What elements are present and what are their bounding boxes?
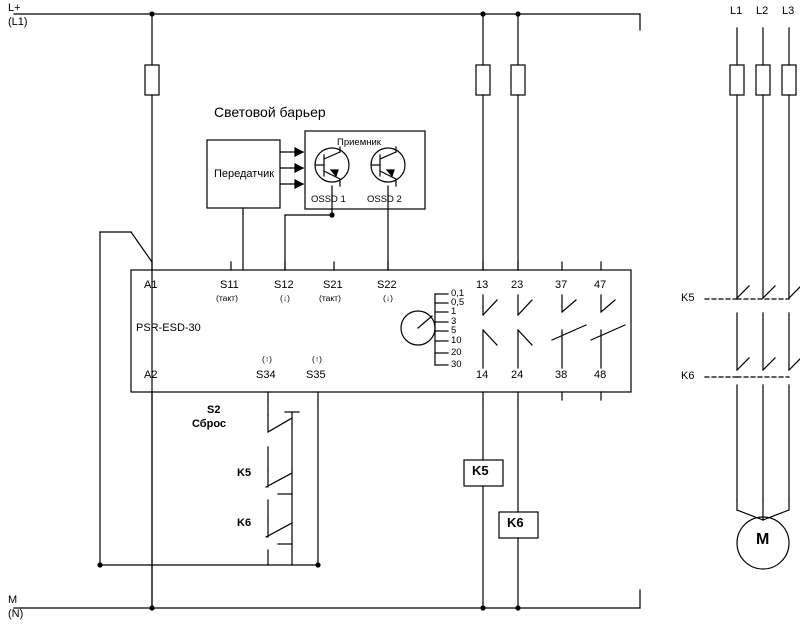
supply-bottom-label-1: M (8, 594, 18, 606)
contact-k6-label: K6 (681, 370, 695, 382)
reset-contact-k6-label: K6 (237, 517, 252, 529)
supply-top-label-2: (L1) (8, 16, 28, 28)
terminal-s34: S34 (256, 369, 276, 381)
terminal-s34-sub: (↑) (262, 354, 272, 364)
supply-bottom-label-2: (N) (8, 608, 24, 620)
receiver-label: Приемник (337, 137, 381, 148)
reset-switch-label-2: Сброс (192, 418, 227, 430)
terminal-24: 24 (511, 369, 524, 381)
terminal-a1: A1 (144, 279, 158, 291)
terminal-13: 13 (476, 279, 489, 291)
terminal-14: 14 (476, 369, 489, 381)
coil-k5-label: K5 (472, 463, 489, 478)
selector-option-6: 20 (451, 347, 462, 358)
phase-l2-label: L2 (756, 5, 769, 17)
phase-l3-label: L3 (782, 5, 795, 17)
selector-option-7: 30 (451, 359, 462, 370)
ossd2-label: OSSD 2 (367, 194, 402, 205)
selector-option-4: 5 (451, 325, 457, 336)
device-label: PSR-ESD-30 (136, 322, 201, 334)
terminal-a2: A2 (144, 369, 158, 381)
terminal-37: 37 (555, 279, 568, 291)
supply-top-label-1: L+ (8, 2, 21, 14)
selector-option-0: 0,1 (451, 288, 465, 299)
reset-switch-label-1: S2 (207, 404, 221, 416)
reset-contact-k5-label: K5 (237, 467, 252, 479)
selector-option-5: 10 (451, 335, 462, 346)
selector-option-2: 1 (451, 306, 457, 317)
ossd1-label: OSSD 1 (311, 194, 346, 205)
terminal-s22: S22 (377, 279, 397, 291)
terminal-38: 38 (555, 369, 568, 381)
terminal-s12-sub: (↓) (280, 293, 290, 303)
terminal-48: 48 (594, 369, 607, 381)
terminal-s11: S11 (220, 279, 239, 291)
terminal-47: 47 (594, 279, 607, 291)
terminal-s22-sub: (↓) (383, 293, 393, 303)
terminal-s21-sub: (такт) (319, 293, 341, 303)
terminal-23: 23 (511, 279, 524, 291)
selector-option-3: 3 (451, 316, 457, 327)
phase-l1-label: L1 (730, 5, 743, 17)
light-barrier-title: Световой барьер (214, 104, 326, 120)
selector-option-1: 0,5 (451, 297, 465, 308)
terminal-s11-sub: (такт) (216, 293, 238, 303)
transmitter-label: Передатчик (214, 168, 275, 180)
terminal-s21: S21 (323, 279, 343, 291)
terminal-s35: S35 (306, 369, 326, 381)
terminal-s35-sub: (↑) (312, 354, 322, 364)
coil-k6-label: K6 (507, 515, 524, 530)
contact-k5-label: K5 (681, 292, 695, 304)
motor-symbol: M (756, 531, 770, 548)
terminal-s12: S12 (274, 279, 294, 291)
